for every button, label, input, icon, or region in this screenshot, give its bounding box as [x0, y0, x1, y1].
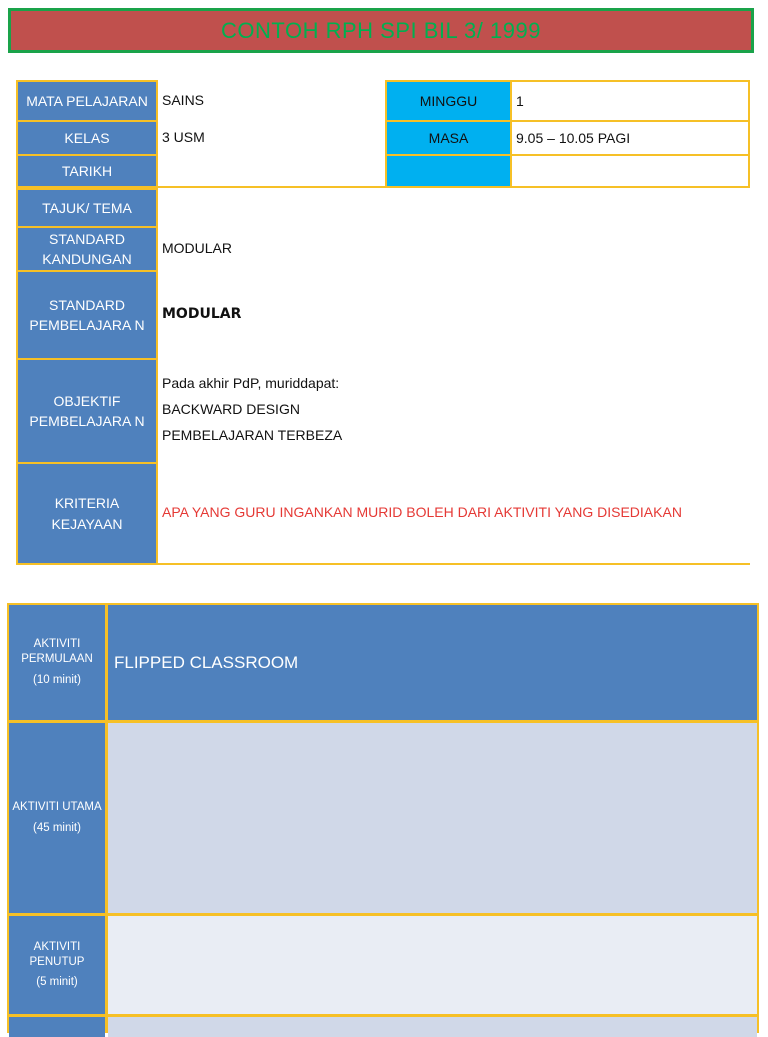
activity-label	[9, 916, 105, 1014]
activity-name: AKTIVITI UTAMA	[12, 801, 102, 814]
activity-label	[9, 1017, 105, 1037]
objektif-line: Pada akhir PdP, muriddapat:	[162, 375, 340, 392]
activity-row-permulaan	[9, 605, 757, 720]
value-masa: 9.05 – 10.05 PAGI	[510, 120, 750, 156]
title-banner	[8, 8, 754, 53]
activity-name: AKTIVITI PERMULAAN	[21, 638, 93, 666]
value-mata-pelajaran: SAINS	[158, 80, 385, 122]
objektif-line: PEMBELAJARAN TERBEZA	[162, 426, 343, 443]
activity-content	[108, 1017, 757, 1037]
value-standard-kandungan: MODULAR	[158, 226, 750, 272]
label-standard-pembelajaran: STANDARD PEMBELAJARA N	[16, 270, 158, 360]
activity-content: FLIPPED CLASSROOM	[108, 605, 757, 720]
activity-duration: (45 minit)	[33, 822, 81, 834]
label-mata-pelajaran: MATA PELAJARAN	[16, 80, 158, 122]
label-tajuk: TAJUK/ TEMA	[16, 188, 158, 228]
label-objektif: OBJEKTIF PEMBELAJARA N	[16, 358, 158, 464]
activity-duration: (5 minit)	[36, 976, 78, 989]
activity-content	[108, 916, 757, 1014]
value-tarikh	[158, 154, 385, 188]
label-standard-kandungan: STANDARD KANDUNGAN	[16, 226, 158, 272]
value-objektif	[158, 358, 750, 464]
label-kriteria: KRITERIA KEJAYAAN	[16, 462, 158, 565]
activity-row-utama	[9, 723, 757, 913]
activity-duration: (10 minit)	[33, 673, 81, 686]
activities-table	[7, 603, 759, 1033]
value-minggu: 1	[510, 80, 750, 122]
label-tarikh: TARIKH	[16, 154, 158, 188]
activity-label	[9, 605, 105, 720]
value-kelas: 3 USM	[158, 120, 385, 156]
label-minggu: MINGGU	[385, 80, 512, 122]
activity-content	[108, 723, 757, 913]
activity-row-next	[9, 1017, 757, 1037]
value-tajuk	[158, 188, 750, 228]
activity-label	[9, 723, 105, 913]
value-standard-pembelajaran: MODULAR	[158, 270, 750, 360]
tarikh-cyan-cell	[385, 154, 512, 188]
tarikh-extra-cell	[510, 154, 750, 188]
label-masa: MASA	[385, 120, 512, 156]
activity-name: AKTIVITI PENUTUP	[29, 940, 85, 968]
activity-row-penutup	[9, 916, 757, 1014]
objektif-line: BACKWARD DESIGN	[162, 401, 300, 418]
value-kriteria: APA YANG GURU INGANKAN MURID BOLEH DARI AKTIVITI YANG DISEDIAKAN	[158, 462, 750, 565]
label-kelas: KELAS	[16, 120, 158, 156]
page-title: CONTOH RPH SPI BIL 3/ 1999	[221, 17, 541, 43]
